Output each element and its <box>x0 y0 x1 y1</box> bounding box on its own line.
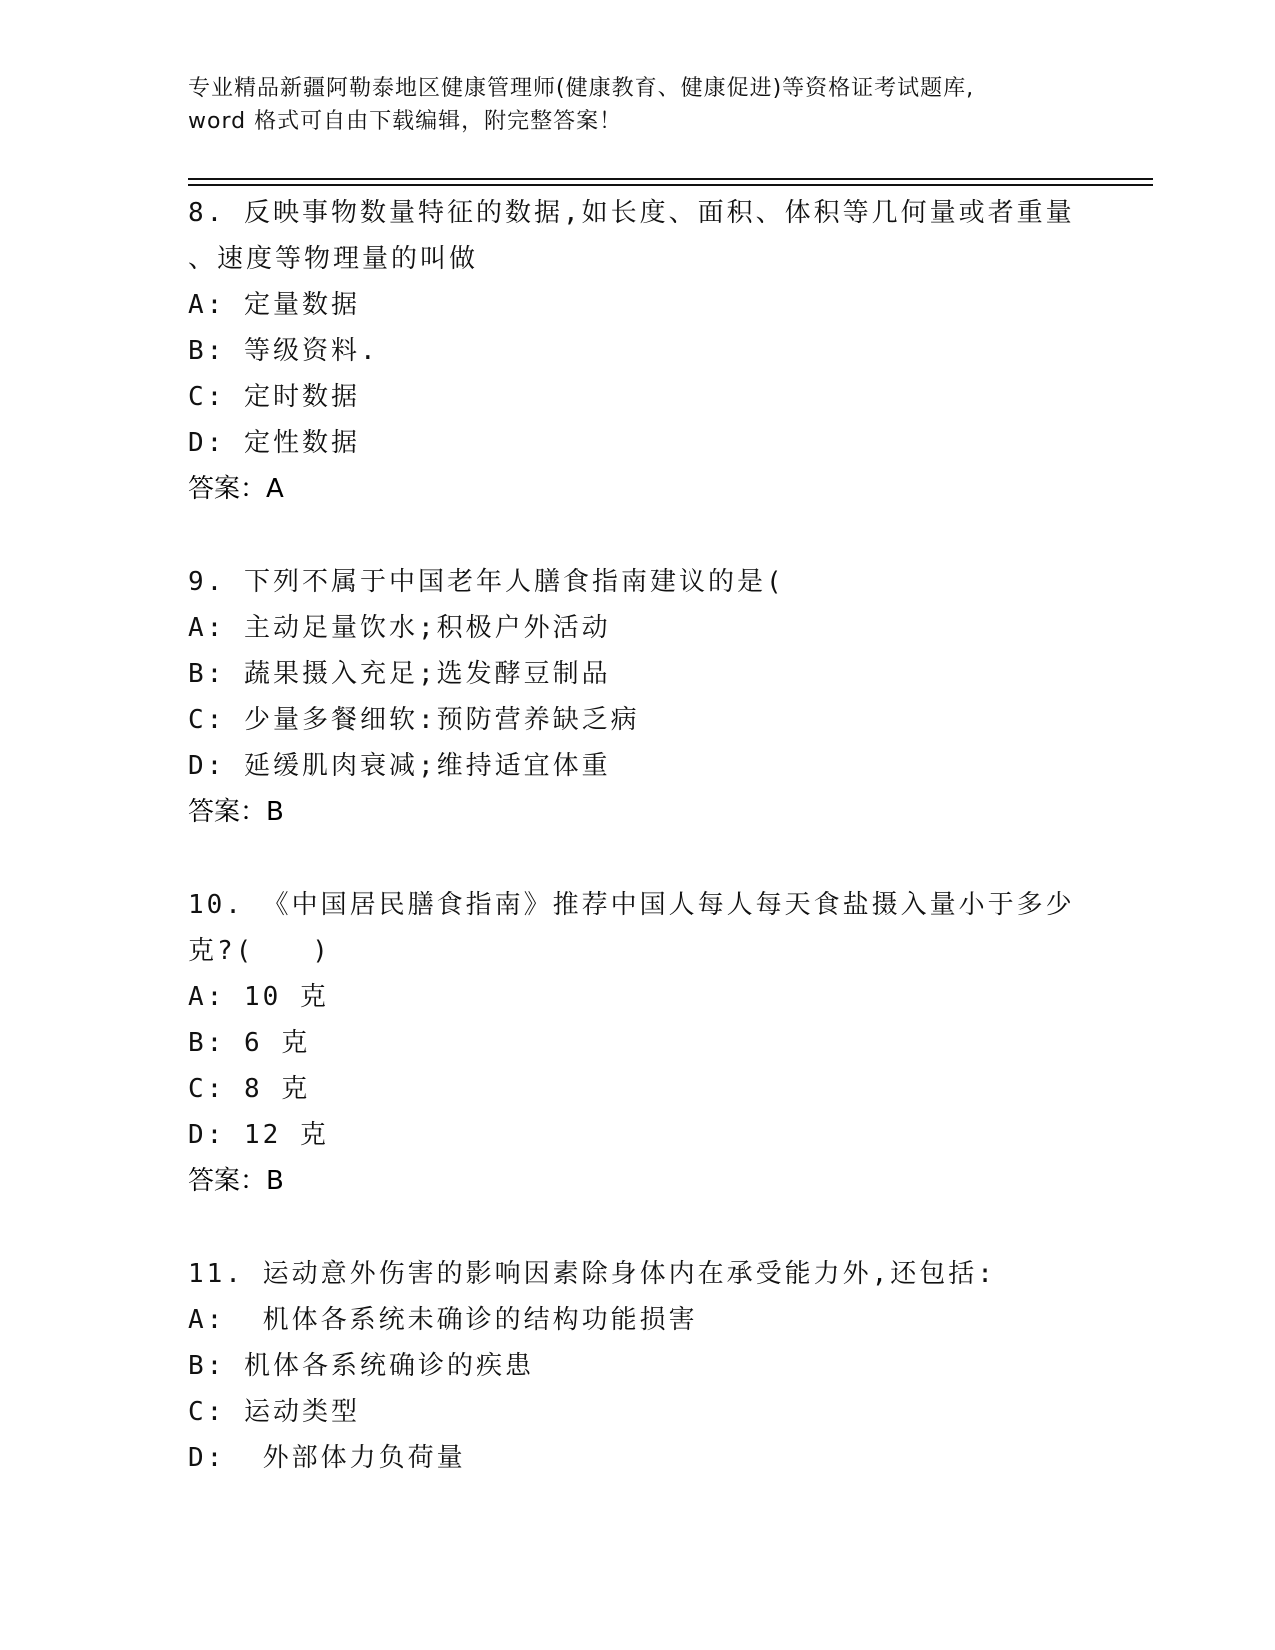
option-b: B: 等级资料. <box>188 336 379 366</box>
question-stem: 10. 《中国居民膳食指南》推荐中国人每人每天食盐摄入量小于多少 <box>188 890 1075 920</box>
question-list <box>188 190 1088 1528</box>
question-10 <box>188 882 1088 1204</box>
question-9 <box>188 559 1088 835</box>
option-b: B: 蔬果摄入充足;选发酵豆制品 <box>188 659 611 689</box>
option-a: A: 定量数据 <box>188 290 360 320</box>
option-a: A: 10 克 <box>188 982 329 1012</box>
answer: 答案：A <box>188 474 284 504</box>
option-d: D: 外部体力负荷量 <box>188 1443 466 1473</box>
answer: 答案：B <box>188 797 284 827</box>
question-stem-continued: 、速度等物理量的叫做 <box>188 244 479 274</box>
option-c: C: 定时数据 <box>188 382 360 412</box>
option-a: A: 机体各系统未确诊的结构功能损害 <box>188 1305 698 1335</box>
option-c: C: 少量多餐细软:预防营养缺乏病 <box>188 705 640 735</box>
option-b: B: 机体各系统确诊的疾患 <box>188 1351 534 1381</box>
header-rule-bottom <box>188 184 1153 186</box>
header-line-2: word 格式可自由下载编辑，附完整答案！ <box>188 109 623 134</box>
option-c: C: 运动类型 <box>188 1397 360 1427</box>
option-a: A: 主动足量饮水;积极户外活动 <box>188 613 611 643</box>
option-c: C: 8 克 <box>188 1074 311 1104</box>
question-stem: 11. 运动意外伤害的影响因素除身体内在承受能力外,还包括: <box>188 1259 996 1289</box>
header-rule-top <box>188 178 1153 180</box>
option-d: D: 延缓肌肉衰减;维持适宜体重 <box>188 751 611 781</box>
question-11 <box>188 1251 1088 1481</box>
option-d: D: 12 克 <box>188 1120 329 1150</box>
document-header <box>188 72 1088 138</box>
question-stem: 9. 下列不属于中国老年人膳食指南建议的是( <box>188 567 785 597</box>
option-d: D: 定性数据 <box>188 428 360 458</box>
header-line-1: 专业精品新疆阿勒泰地区健康管理师(健康教育、健康促进)等资格证考试题库, <box>188 76 975 101</box>
question-8 <box>188 190 1088 512</box>
question-stem-continued: 克?( ) <box>188 936 331 966</box>
option-b: B: 6 克 <box>188 1028 311 1058</box>
question-stem: 8. 反映事物数量特征的数据,如长度、面积、体积等几何量或者重量 <box>188 198 1075 228</box>
answer: 答案：B <box>188 1166 284 1196</box>
